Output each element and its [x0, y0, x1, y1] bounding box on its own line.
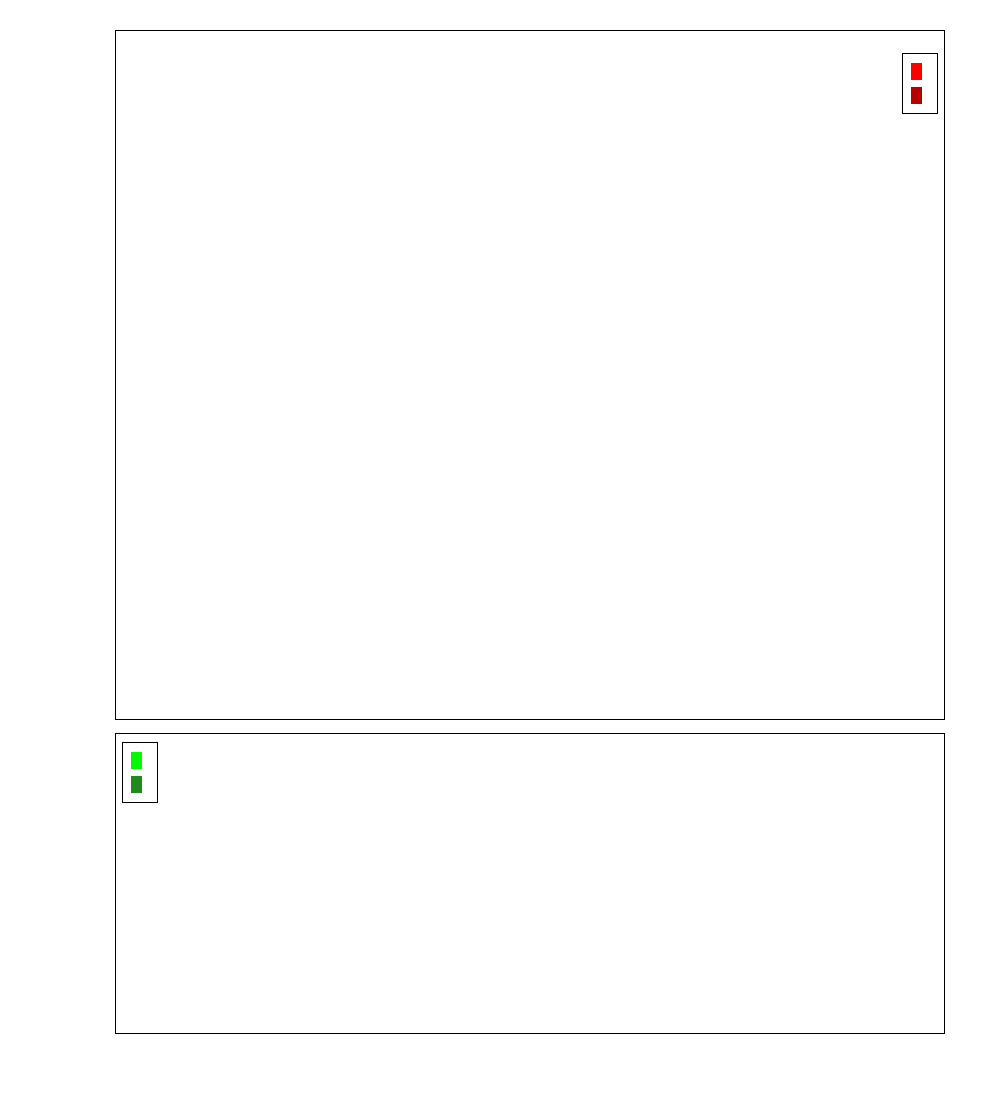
legend-item-utilized-ruptures — [131, 772, 149, 796]
legend-swatch-nucleation — [911, 87, 922, 104]
legend-swatch-participation — [911, 63, 922, 80]
legend-swatch-available-ruptures — [131, 752, 142, 769]
rupture-count-plot — [115, 733, 945, 1034]
bars-incremental-rate — [116, 31, 944, 719]
bars-rupture-count — [116, 734, 944, 1033]
legend-incremental-rate — [902, 53, 938, 114]
legend-item-nucleation — [911, 83, 929, 107]
legend-swatch-utilized-ruptures — [131, 776, 142, 793]
legend-item-available-ruptures — [131, 748, 149, 772]
incremental-rate-plot — [115, 30, 945, 720]
legend-rupture-count — [122, 742, 158, 803]
legend-item-participation — [911, 59, 929, 83]
